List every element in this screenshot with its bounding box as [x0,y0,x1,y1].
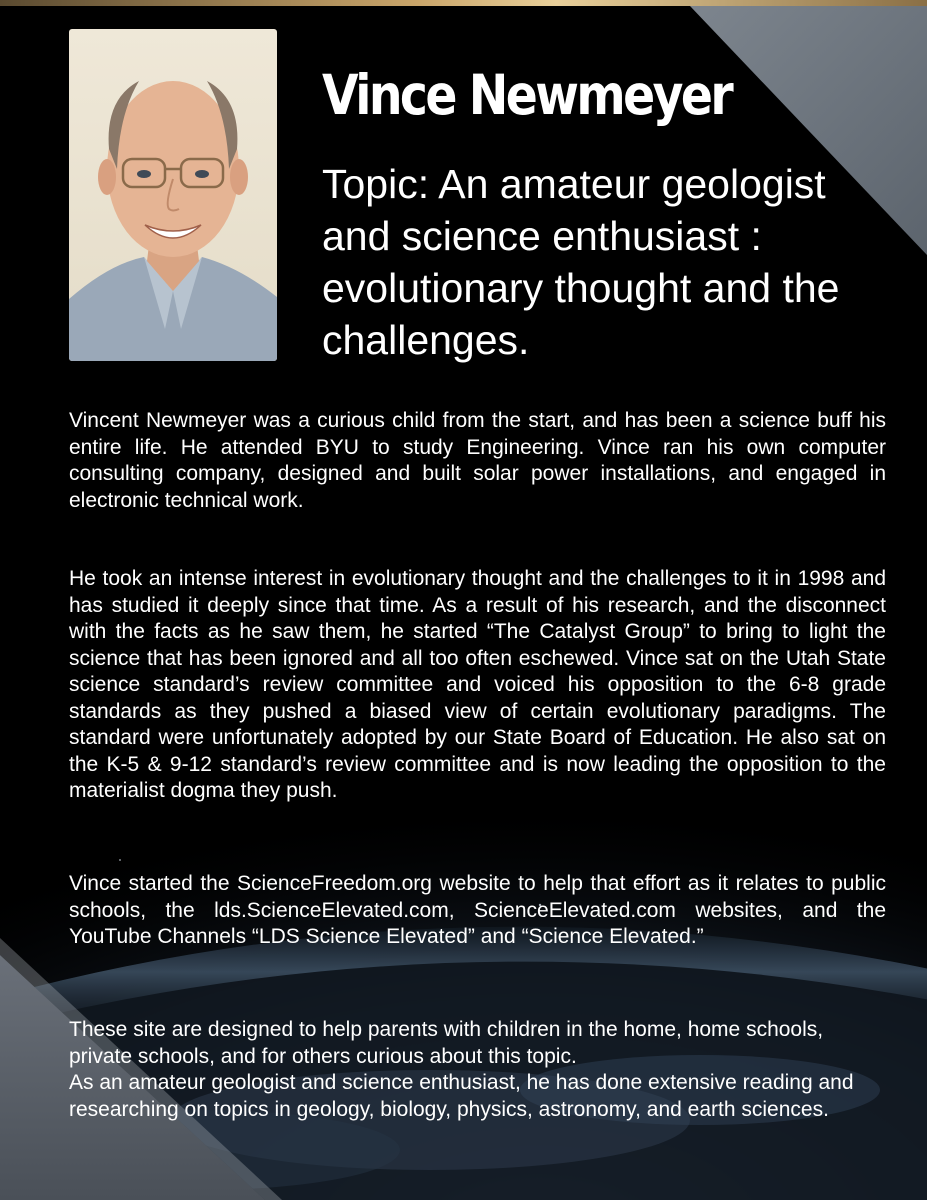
speaker-photo [69,29,277,361]
bio-paragraph-2: He took an intense interest in evolutionary thought and the challenges to it in 1998 and has studied it deeply since that time. As a result of his research, and the disconnect with the facts as he saw them, he started “The Catalyst Group” to bring to light the science that has been ignored and all too often eschewed. Vince sat on the Utah State science standard’s review committee and voiced his opposition to the 6-8 grade standards as they pushed a biased view of certain evolutionary paradigms. The standard were unfortunately adopted by our State Board of Education. He also sat on the K-5 & 9-12 standard’s review committee and is now leading the opposition to the materialist dogma they push. [69,567,886,802]
bio-paragraph-5: As an amateur geologist and science enthusiast, he has done extensive reading and researching on topics in geology, biology, physics, astronomy, and earth sciences. [69,1071,854,1121]
speaker-topic: Topic: An amateur geologist and science enthusiast : evolutionary thought and the challenges. [322,161,840,363]
bio-paragraph-3: Vince started the ScienceFreedom.org website to help that effort as it relates to public schools, the lds.ScienceElevated.com, ScienceElevated.com websites, and the YouTube Channels “LDS Science Elevated” and “Science Elevated.” [69,872,886,948]
bio-paragraph-1: Vincent Newmeyer was a curious child from the start, and has been a science buff his entire life. He attended BYU to study Engineering. Vince ran his own computer consulting company, designed and built solar power installations, and engaged in electronic technical work. [69,409,886,512]
speaker-name: Vince Newmeyer [322,63,732,127]
bio-paragraph-4: These site are designed to help parents with children in the home, home schools, private schools, and for others curious about this topic. [69,1018,824,1068]
speaker-portrait [69,29,277,361]
